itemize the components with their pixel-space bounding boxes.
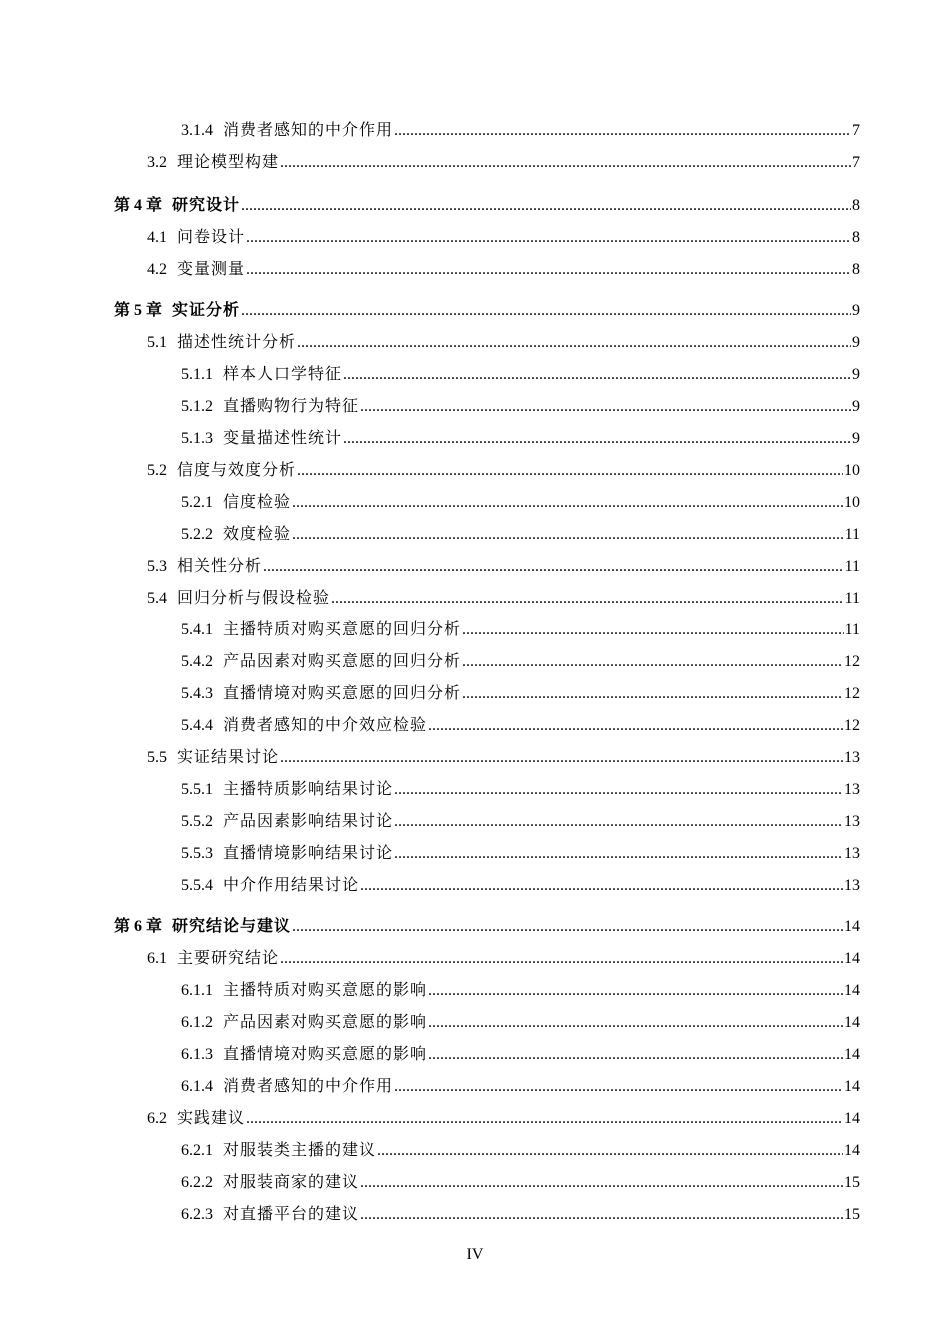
toc-entry[interactable] [181, 1139, 860, 1161]
toc-entry-page: 15 [844, 1174, 860, 1191]
toc-entry[interactable] [181, 810, 860, 832]
toc-entry[interactable] [181, 979, 860, 1001]
toc-entry[interactable] [181, 618, 860, 640]
toc-entry-number: 4.2 [147, 261, 167, 278]
toc-dot-leader [428, 981, 843, 1001]
toc-entry-title: 实证结果讨论 [177, 749, 280, 766]
toc-entry[interactable] [181, 427, 860, 449]
toc-entry-title: 直播购物行为特征 [223, 398, 360, 415]
toc-entry-number: 6.1.2 [181, 1014, 213, 1031]
toc-dot-leader [292, 493, 843, 513]
toc-entry-title: 主要研究结论 [177, 950, 280, 967]
toc-entry[interactable] [147, 226, 860, 248]
toc-entry-number: 5.2.1 [181, 494, 213, 511]
toc-entry-number: 5.1.2 [181, 398, 213, 415]
toc-dot-leader [394, 1077, 843, 1097]
toc-entry[interactable] [181, 842, 860, 864]
toc-entry-title: 消费者感知的中介效应检验 [223, 717, 428, 734]
toc-dot-leader [360, 876, 843, 896]
toc-entry-title: 对服装商家的建议 [223, 1174, 360, 1191]
toc-entry[interactable] [147, 1107, 860, 1129]
toc-entry[interactable] [181, 1171, 860, 1193]
toc-dot-leader [241, 196, 851, 216]
toc-entry-page: 14 [844, 1078, 860, 1095]
toc-entry[interactable] [147, 587, 860, 609]
toc-entry-title: 变量描述性统计 [223, 430, 343, 447]
toc-entry[interactable] [147, 331, 860, 353]
toc-entry-number: 5.1.3 [181, 430, 213, 447]
toc-entry-page: 9 [852, 334, 860, 351]
toc-entry[interactable] [181, 523, 860, 545]
toc-dot-leader [360, 1173, 843, 1193]
toc-entry-page: 14 [844, 1110, 860, 1127]
toc-dot-leader [297, 461, 843, 481]
toc-entry-page: 9 [852, 430, 860, 447]
toc-entry-number: 第 5 章 [114, 302, 163, 319]
toc-entry-number: 4.1 [147, 229, 167, 246]
toc-entry-number: 5.5.4 [181, 877, 213, 894]
toc-entry-page: 13 [844, 749, 860, 766]
toc-dot-leader [263, 557, 844, 577]
toc-entry[interactable] [181, 650, 860, 672]
toc-dot-leader [292, 525, 844, 545]
toc-dot-leader [246, 228, 851, 248]
toc-entry[interactable] [181, 778, 860, 800]
toc-entry-page: 8 [852, 197, 860, 214]
toc-entry-title: 产品因素对购买意愿的影响 [223, 1014, 428, 1031]
toc-entry[interactable] [181, 1203, 860, 1225]
toc-entry-page: 13 [844, 813, 860, 830]
toc-entry-title: 直播情境对购买意愿的影响 [223, 1046, 428, 1063]
toc-dot-leader [360, 397, 851, 417]
toc-dot-leader [292, 917, 843, 937]
toc-entry-title: 消费者感知的中介作用 [223, 1078, 394, 1095]
toc-entry-title: 直播情境影响结果讨论 [223, 845, 394, 862]
toc-dot-leader [331, 589, 844, 609]
toc-dot-leader [280, 153, 851, 173]
toc-entry-page: 14 [844, 950, 860, 967]
toc-entry-number: 5.2 [147, 462, 167, 479]
toc-dot-leader [462, 652, 843, 672]
toc-entry-number: 5.5.2 [181, 813, 213, 830]
toc-entry-page: 14 [844, 1014, 860, 1031]
toc-entry-title: 理论模型构建 [177, 154, 280, 171]
toc-entry-title: 回归分析与假设检验 [177, 590, 331, 607]
toc-entry-number: 6.1.3 [181, 1046, 213, 1063]
toc-entry-number: 6.2.1 [181, 1142, 213, 1159]
toc-entry-page: 9 [852, 366, 860, 383]
toc-entry-title: 研究设计 [172, 197, 241, 214]
toc-entry-number: 5.5 [147, 749, 167, 766]
toc-entry-number: 5.4.2 [181, 653, 213, 670]
toc-entry-page: 12 [844, 685, 860, 702]
toc-dot-leader [280, 949, 843, 969]
toc-entry-title: 主播特质对购买意愿的回归分析 [223, 621, 462, 638]
toc-entry-page: 7 [852, 122, 860, 139]
toc-entry-title: 信度与效度分析 [177, 462, 297, 479]
toc-entry-page: 15 [844, 1206, 860, 1223]
toc-entry-title: 主播特质影响结果讨论 [223, 781, 394, 798]
toc-entry-number: 5.4.4 [181, 717, 213, 734]
toc-entry-page: 11 [844, 590, 860, 607]
toc-entry-page: 14 [844, 1046, 860, 1063]
toc-dot-leader [394, 844, 843, 864]
toc-entry-page: 8 [852, 229, 860, 246]
toc-entry-number: 5.4.1 [181, 621, 213, 638]
toc-dot-leader [343, 365, 851, 385]
toc-entry[interactable] [114, 194, 860, 216]
toc-entry-number: 5.2.2 [181, 526, 213, 543]
toc-entry-title: 消费者感知的中介作用 [223, 122, 394, 139]
toc-entry-number: 5.1.1 [181, 366, 213, 383]
toc-dot-leader [343, 429, 851, 449]
toc-entry-number: 6.1.1 [181, 982, 213, 999]
toc-entry-title: 产品因素对购买意愿的回归分析 [223, 653, 462, 670]
toc-entry-page: 8 [852, 261, 860, 278]
toc-entry-page: 14 [844, 1142, 860, 1159]
toc-entry-title: 中介作用结果讨论 [223, 877, 360, 894]
toc-dot-leader [280, 748, 843, 768]
toc-entry-title: 变量测量 [177, 261, 246, 278]
toc-dot-leader [428, 1045, 843, 1065]
toc-entry[interactable] [114, 299, 860, 321]
toc-dot-leader [360, 1205, 843, 1225]
toc-entry-title: 信度检验 [223, 494, 292, 511]
toc-entry-page: 11 [844, 558, 860, 575]
toc-entry-title: 对直播平台的建议 [223, 1206, 360, 1223]
toc-entry-page: 10 [844, 494, 860, 511]
toc-entry-title: 实践建议 [177, 1110, 246, 1127]
toc-entry-title: 相关性分析 [177, 558, 263, 575]
toc-entry[interactable] [147, 258, 860, 280]
toc-entry-page: 14 [844, 918, 860, 935]
toc-entry-number: 5.4 [147, 590, 167, 607]
toc-entry-title: 主播特质对购买意愿的影响 [223, 982, 428, 999]
toc-entry-page: 13 [844, 781, 860, 798]
toc-entry-page: 12 [844, 653, 860, 670]
toc-entry-title: 样本人口学特征 [223, 366, 343, 383]
toc-entry-number: 3.2 [147, 154, 167, 171]
toc-entry-page: 7 [852, 154, 860, 171]
toc-dot-leader [428, 1013, 843, 1033]
toc-entry-number: 第 4 章 [114, 197, 163, 214]
toc-entry[interactable] [181, 1075, 860, 1097]
toc-entry-title: 研究结论与建议 [172, 918, 292, 935]
toc-entry[interactable] [181, 1043, 860, 1065]
toc-entry-number: 6.2 [147, 1110, 167, 1127]
toc-entry-number: 5.3 [147, 558, 167, 575]
toc-dot-leader [377, 1141, 843, 1161]
toc-dot-leader [394, 812, 843, 832]
toc-dot-leader [462, 620, 844, 640]
toc-entry-page: 12 [844, 717, 860, 734]
toc-entry-page: 9 [852, 398, 860, 415]
toc-entry-page: 9 [852, 302, 860, 319]
toc-entry-title: 效度检验 [223, 526, 292, 543]
toc-entry[interactable] [181, 395, 860, 417]
toc-dot-leader [428, 716, 843, 736]
toc-dot-leader [297, 333, 851, 353]
toc-entry-number: 5.5.3 [181, 845, 213, 862]
toc-entry[interactable] [181, 874, 860, 896]
toc-entry[interactable] [181, 119, 860, 141]
toc-entry[interactable] [147, 459, 860, 481]
toc-entry-number: 3.1.4 [181, 122, 213, 139]
toc-entry-number: 6.1.4 [181, 1078, 213, 1095]
toc-dot-leader [462, 684, 843, 704]
toc-entry[interactable] [181, 682, 860, 704]
toc-entry-number: 5.5.1 [181, 781, 213, 798]
toc-entry-number: 5.4.3 [181, 685, 213, 702]
toc-entry[interactable] [181, 363, 860, 385]
toc-entry-title: 问卷设计 [177, 229, 246, 246]
toc-dot-leader [241, 301, 851, 321]
toc-dot-leader [246, 260, 851, 280]
toc-entry-page: 10 [844, 462, 860, 479]
toc-entry-title: 直播情境对购买意愿的回归分析 [223, 685, 462, 702]
toc-entry-title: 实证分析 [172, 302, 241, 319]
page-number: IV [466, 1246, 484, 1263]
toc-entry-title: 产品因素影响结果讨论 [223, 813, 394, 830]
toc-entry-page: 13 [844, 877, 860, 894]
toc-entry-number: 第 6 章 [114, 918, 163, 935]
toc-entry[interactable] [181, 1011, 860, 1033]
toc-entry-number: 5.1 [147, 334, 167, 351]
toc-entry[interactable] [114, 915, 860, 937]
toc-entry[interactable] [181, 714, 860, 736]
toc-entry-title: 对服装类主播的建议 [223, 1142, 377, 1159]
toc-entry-page: 13 [844, 845, 860, 862]
toc-dot-leader [394, 780, 843, 800]
toc-entry[interactable] [147, 555, 860, 577]
toc-entry-number: 6.2.3 [181, 1206, 213, 1223]
toc-entry-number: 6.2.2 [181, 1174, 213, 1191]
toc-entry-page: 11 [844, 621, 860, 638]
toc-entry-title: 描述性统计分析 [177, 334, 297, 351]
toc-entry[interactable] [181, 491, 860, 513]
toc-entry-number: 6.1 [147, 950, 167, 967]
toc-dot-leader [246, 1109, 843, 1129]
toc-entry-page: 14 [844, 982, 860, 999]
toc-entry[interactable] [147, 746, 860, 768]
toc-dot-leader [394, 121, 851, 141]
toc-entry-page: 11 [844, 526, 860, 543]
toc-entry[interactable] [147, 947, 860, 969]
toc-entry[interactable] [147, 151, 860, 173]
